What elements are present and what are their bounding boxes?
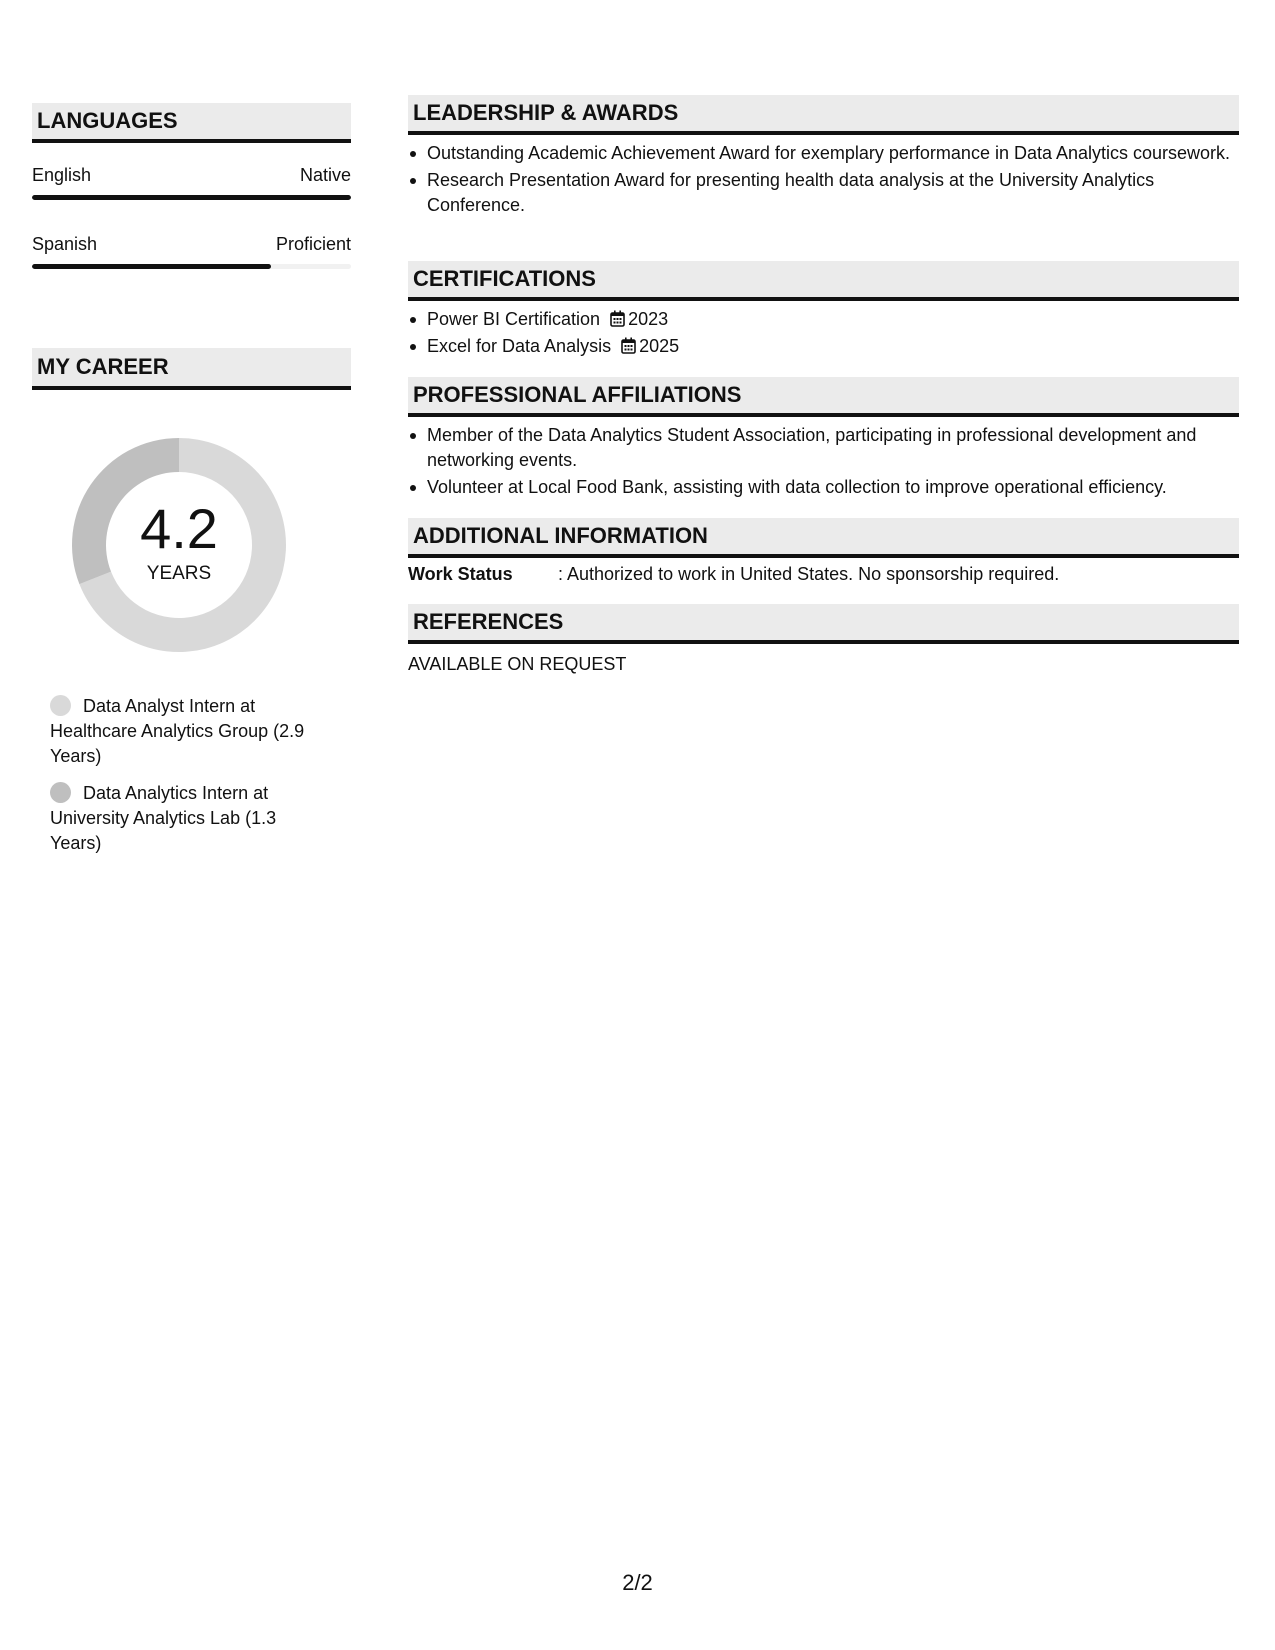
language-row-spanish <box>32 234 351 255</box>
affiliations-list <box>408 423 1239 502</box>
work-status-value: : Authorized to work in United States. No sponsorship required. <box>558 564 1060 584</box>
legend-swatch <box>50 782 71 803</box>
work-status-label: Work Status <box>408 564 513 584</box>
leadership-section-header <box>408 95 1239 135</box>
additional-title: ADDITIONAL INFORMATION <box>413 523 708 548</box>
certification-item <box>427 307 1239 332</box>
list-item: Member of the Data Analytics Student Association, participating in professional development and networking events. <box>427 423 1239 473</box>
legend-label: Data Analyst Intern at Healthcare Analytics Group (2.9 Years) <box>50 696 305 766</box>
languages-section-header <box>32 103 351 143</box>
career-section-header <box>32 348 351 390</box>
calendar-icon <box>610 310 625 327</box>
certifications-section-header <box>408 261 1239 301</box>
languages-title: LANGUAGES <box>37 108 178 133</box>
references-text: AVAILABLE ON REQUEST <box>408 654 627 674</box>
certification-year: 2023 <box>628 309 669 329</box>
list-item: Volunteer at Local Food Bank, assisting with data collection to improve operational efficiency. <box>427 475 1239 500</box>
language-name: English <box>32 165 92 185</box>
language-bar-english <box>32 195 351 200</box>
leadership-title: LEADERSHIP & AWARDS <box>413 100 679 125</box>
language-bar-spanish <box>32 264 351 269</box>
legend-swatch <box>50 695 71 716</box>
career-legend-item <box>50 781 330 856</box>
references-section-header <box>408 604 1239 644</box>
career-legend-item <box>50 694 330 769</box>
language-bar-fill <box>32 264 271 269</box>
career-donut-chart <box>66 432 292 658</box>
certification-name: Power BI Certification <box>427 309 601 329</box>
career-total-unit: YEARS <box>146 563 212 584</box>
certifications-title: CERTIFICATIONS <box>413 266 596 291</box>
certifications-list <box>408 307 1239 361</box>
work-status-row <box>408 564 1239 585</box>
page-number: 2/2 <box>622 1570 653 1595</box>
legend-label: Data Analytics Intern at University Analytics Lab (1.3 Years) <box>50 783 277 853</box>
certification-year: 2025 <box>639 336 680 356</box>
affiliations-section-header <box>408 377 1239 417</box>
career-total-value: 4.2 <box>140 497 218 560</box>
references-title: REFERENCES <box>413 609 564 634</box>
certification-name: Excel for Data Analysis <box>427 336 612 356</box>
list-item: Outstanding Academic Achievement Award for exemplary performance in Data Analytics coursework. <box>427 141 1239 166</box>
additional-section-header <box>408 518 1239 558</box>
language-row-english <box>32 165 351 186</box>
language-level: Proficient <box>275 234 351 254</box>
language-level: Native <box>299 165 351 185</box>
career-donut-center <box>66 432 292 658</box>
language-bar-fill <box>32 195 351 200</box>
calendar-icon <box>621 337 636 354</box>
language-name: Spanish <box>32 234 98 254</box>
career-title: MY CAREER <box>37 354 169 379</box>
list-item: Research Presentation Award for presenting health data analysis at the University Analytics Conference. <box>427 168 1239 218</box>
affiliations-title: PROFESSIONAL AFFILIATIONS <box>413 382 742 407</box>
certification-item <box>427 334 1239 359</box>
leadership-list <box>408 141 1239 220</box>
